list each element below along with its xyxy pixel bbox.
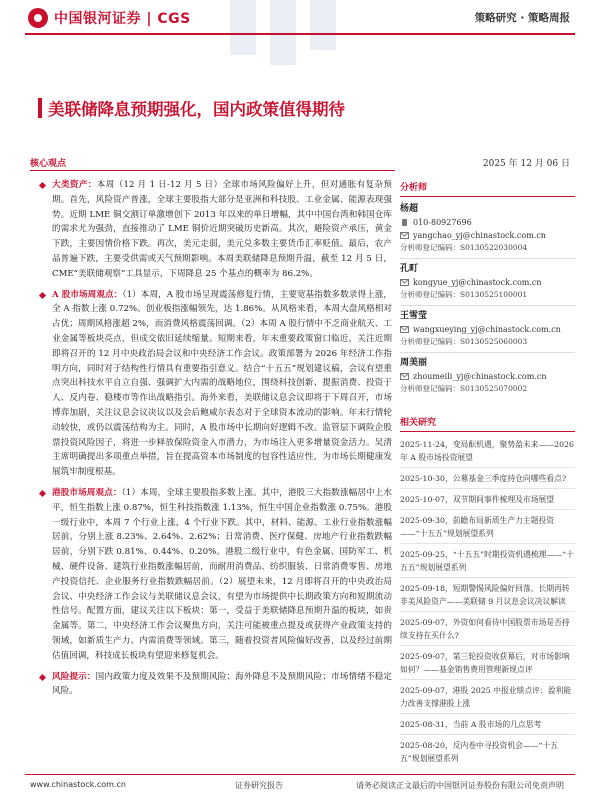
analyst-card xyxy=(400,263,575,306)
title-accent-bar xyxy=(38,98,42,118)
analyst-email[interactable] xyxy=(400,370,575,383)
related-section-title: 相关研究 xyxy=(400,413,575,432)
paragraph-heading: 大类资产： xyxy=(52,180,97,190)
paragraph-heading: A 股市场周观点： xyxy=(52,289,123,300)
related-item[interactable] xyxy=(400,650,575,680)
core-views-divider xyxy=(30,170,395,171)
related-item[interactable] xyxy=(400,514,575,544)
footer-divider xyxy=(25,774,575,775)
footer-website-link[interactable]: www.chinastock.com.cn xyxy=(30,780,126,789)
footer-disclaimer: 请务必阅读正文最后的中国银河证券股份有限公司免责声明 xyxy=(356,781,564,790)
email-icon xyxy=(400,326,409,333)
email-icon xyxy=(400,373,409,380)
related-item[interactable] xyxy=(400,718,575,735)
divider xyxy=(400,352,575,353)
logo-text: 中国银河证券 | CGS xyxy=(54,11,191,27)
analyst-card xyxy=(400,203,575,259)
phone-icon xyxy=(400,219,409,226)
related-research xyxy=(400,413,575,765)
logo-icon xyxy=(28,8,48,28)
divider xyxy=(400,713,575,714)
analyst-email[interactable] xyxy=(400,276,575,289)
paragraph-body: （1）本周，A 股市场呈现震荡修复行情，主要宽基指数多数录得上涨，全 A 指数上涨 0.72%。创业板指涨幅领先，达 1.86%。从风格来看，本周大盘风格相对占优；周期风格涨超 2%，而消费风格震荡回调。（2）本周 A 股行情中不乏商业航天、工业金属等板块亮点，但成交依旧延续缩量。短期来看，年末重要政策窗口临近，关注近期即将召开的 12 月中央政治局会议和中央经济工作会议。政策部署为 2026 年经济工作指明方向，同时对于结构性行情具有重要指引意义。结合“十五五”规划建议稿，会议有望重点突出科技水平自立自强、强调扩大内需的战略地位，围绕科技创新、提振消费、投资于人、反内卷、稳楼市等作出战略指引。海外来看，美联储议息会议即将于下周召开，市场博弈加剧，关注议息会议决议以及会后鲍威尔表态对于全球资本流动的影响。年末行情轮动较快，或仍以震荡结构为主。同时，A 股市场中长期向好逻辑不改。监管层下调险企股票投资风险因子，将进一步释放保险资金入市潜力，为市场注入更多增量资金活力。吴清主席明确提出多项重点举措，旨在提高资本市场制度的包容性适应性，为市场长期健康发展筑牢制度根基。 xyxy=(52,289,392,478)
paragraph-body: （1）本周，全球主要股指多数上涨。其中，港股三大指数涨幅居中上水平，恒生指数上涨 0.87%，恒生科技指数涨 1.13%，恒生中国企业指数涨 0.75%。港股一级行业中，本周 7 个行业上涨，4 个行业下跌。其中，材料、能源、工业行业指数涨幅居前，分别上涨 8.23%、2.64%、2.62%；日常消费、医疗保健、房地产行业指数跌幅居前，分别下跌 0.81%、0.44%、0.20%。港股二级行业中，有色金属、国防军工、机械、硬件设备、建筑行业指数涨幅居前，而耐用消费品、纺织服装、日常消费零售、房地产投资信托、企业服务行业指数跌幅居前。（2）展望未来，12 月即将召开的中央政治局会议、中央经济工作会议与美联储议息会议，有望为市场提供中长期政策方向和短期流动性信号。配置方面，建议关注以下板块：第一，受益于美联储降息预期升温的板块，如贵金属等。第二，中央经济工作会议聚焦方向，关注可能被重点提及或获得产业政策支持的领域，如新质生产力、内需消费等领域。第三，随着投资者风险偏好改善，以及经过前期估值回调，科技成长板块有望迎来修复机会。 xyxy=(52,487,392,661)
paragraph-risk xyxy=(40,670,392,700)
cert-label: 分析师登记编码： xyxy=(400,290,460,299)
cert-label: 分析师登记编码： xyxy=(400,337,460,346)
divider xyxy=(400,679,575,680)
watermark-graphic xyxy=(220,0,350,70)
analyst-name: 杨超 xyxy=(400,204,419,214)
analyst-card xyxy=(400,310,575,353)
analyst-name: 王雪莹 xyxy=(400,311,428,321)
analyst-email[interactable] xyxy=(400,323,575,336)
email-address[interactable]: wangxueying_yj@chinastock.com.cn xyxy=(413,325,561,334)
analyst-card xyxy=(400,357,575,395)
divider xyxy=(400,305,575,306)
page-header xyxy=(0,0,600,40)
analyst-cert xyxy=(400,383,575,395)
bullet-icon xyxy=(39,182,46,189)
email-icon xyxy=(400,232,409,239)
divider xyxy=(400,467,575,468)
related-item[interactable] xyxy=(400,548,575,578)
bullet-icon xyxy=(39,490,46,497)
paragraph-heading: 港股市场周观点： xyxy=(52,487,122,498)
analyst-section-title: 分析师 xyxy=(400,178,575,197)
related-item[interactable] xyxy=(400,493,575,510)
email-icon xyxy=(400,279,409,286)
analyst-cert xyxy=(400,336,575,348)
paragraph-hk-stock xyxy=(40,486,392,664)
divider xyxy=(400,577,575,578)
cert-label: 分析师登记编码： xyxy=(400,243,460,252)
related-item-text[interactable]: 2025-08-31，当前 A 股市场的几点思考 xyxy=(400,720,542,729)
header-divider xyxy=(25,33,575,35)
footer-report-type: 证券研究报告 xyxy=(235,781,283,790)
related-item-text[interactable]: 2025-09-25，“十五五”时期投资机遇梳理——“十五五”规划展望系列 xyxy=(400,550,574,572)
related-item[interactable] xyxy=(400,684,575,714)
related-item-text[interactable]: 2025-11-24，变局酝机遇，聚势盈未来——2026 年 A 股市场投资展望 xyxy=(400,440,574,462)
paragraph-body: 本周（12 月 1 日-12 月 5 日）全球市场风险偏好上升，但对通胀有复杂预期。首先，风险资产普涨，全球主要股指大部分是亚洲和科技股、工业金属、能源表现强势。近期 LME 铜交割订单激增创下 2013 年以来的单日增幅，其中中国台湾和韩国仓库的需求尤为强劲，直接推动了 LME 铜价近期突破历史新高。其次，避险资产承压，黄金下跌，主要因情价格下跌。再次，美元走弱，美元兑多数主要货币汇率贬值。最后，农产品普遍下跌，主要受供需或天气预期影响。本周美联储降息预期升温，截至 12 月 5 日，CME“美联储观察”工具显示，下周降息 25 个基点的概率为 86.2%。 xyxy=(52,180,392,279)
paragraph-a-share xyxy=(40,288,392,480)
analyst-email[interactable] xyxy=(400,229,575,242)
divider xyxy=(400,734,575,735)
email-address[interactable]: kongyue_yj@chinastock.com.cn xyxy=(413,278,542,287)
divider xyxy=(400,645,575,646)
core-views-label: 核心观点 xyxy=(30,159,67,169)
related-item-text[interactable]: 2025-10-30，公募基金三季度持仓向哪些看点? xyxy=(400,474,567,483)
cert-code: S0130525070002 xyxy=(460,384,528,393)
analyst-cert xyxy=(400,242,575,254)
email-address[interactable]: zhoumeili_yj@chinastock.com.cn xyxy=(413,372,547,381)
related-item-text[interactable]: 2025-09-07，外资如何看待中国股票市场是否持续支持在买什么? xyxy=(400,618,570,640)
cert-label: 分析师登记编码： xyxy=(400,384,460,393)
report-type: 策略研究 · 策略周报 xyxy=(474,12,570,24)
divider xyxy=(400,543,575,544)
related-item[interactable] xyxy=(400,582,575,612)
main-content xyxy=(40,178,392,705)
related-item[interactable] xyxy=(400,472,575,489)
paragraph-heading: 风险提示： xyxy=(52,671,96,682)
divider xyxy=(400,488,575,489)
divider xyxy=(400,258,575,259)
analyst-phone xyxy=(400,216,575,229)
related-item[interactable] xyxy=(400,616,575,646)
analyst-name: 孔町 xyxy=(400,264,419,274)
related-item-text[interactable]: 2025-09-07，港股 2025 中报业绩点评：盈利能力改善支撑港股上涨 xyxy=(400,686,572,708)
related-item[interactable] xyxy=(400,438,575,468)
phone-number: 010-80927696 xyxy=(413,218,472,227)
divider xyxy=(400,509,575,510)
related-item-text[interactable]: 2025-10-07，双节期间事件梳理及市场展望 xyxy=(400,495,555,504)
cert-code: S0130522030004 xyxy=(460,243,528,252)
bullet-icon xyxy=(39,673,46,680)
related-item-text[interactable]: 2025-09-30，前瞻布局新质生产力主题投资——“十五五”规划展望系列 xyxy=(400,516,555,538)
email-address[interactable]: yangchao_yj@chinastock.com.cn xyxy=(413,231,546,240)
cert-code: S0130525100001 xyxy=(460,290,528,299)
analyst-name: 周美丽 xyxy=(400,358,428,368)
related-item-text[interactable]: 2025-08-20，反内卷中寻投资机会——“十五五”规划展望系列 xyxy=(400,741,559,763)
related-item[interactable] xyxy=(400,739,575,765)
paragraph-body: 国内政策力度及效果不及预期风险；海外降息不及预期风险；市场情绪不稳定风险。 xyxy=(52,671,392,697)
related-item-text[interactable]: 2025-09-07，第三轮投资收获幕后，对市场影响如何？——基金销售费用管理新规点评 xyxy=(400,652,570,674)
bullet-icon xyxy=(39,292,46,299)
report-date: 2025 年 12 月 06 日 xyxy=(482,159,570,169)
paragraph-major-assets xyxy=(40,178,392,282)
cert-code: S0130525060003 xyxy=(460,337,528,346)
sidebar xyxy=(400,178,575,769)
related-item-text[interactable]: 2025-09-18，短期警惕风险偏好回落，长期再转非美风险资产——美联储 9 月议息会议决议解读 xyxy=(400,584,570,606)
divider xyxy=(400,611,575,612)
page-title: 美联储降息预期强化，国内政策值得期待 xyxy=(48,100,345,119)
analyst-cert xyxy=(400,289,575,301)
